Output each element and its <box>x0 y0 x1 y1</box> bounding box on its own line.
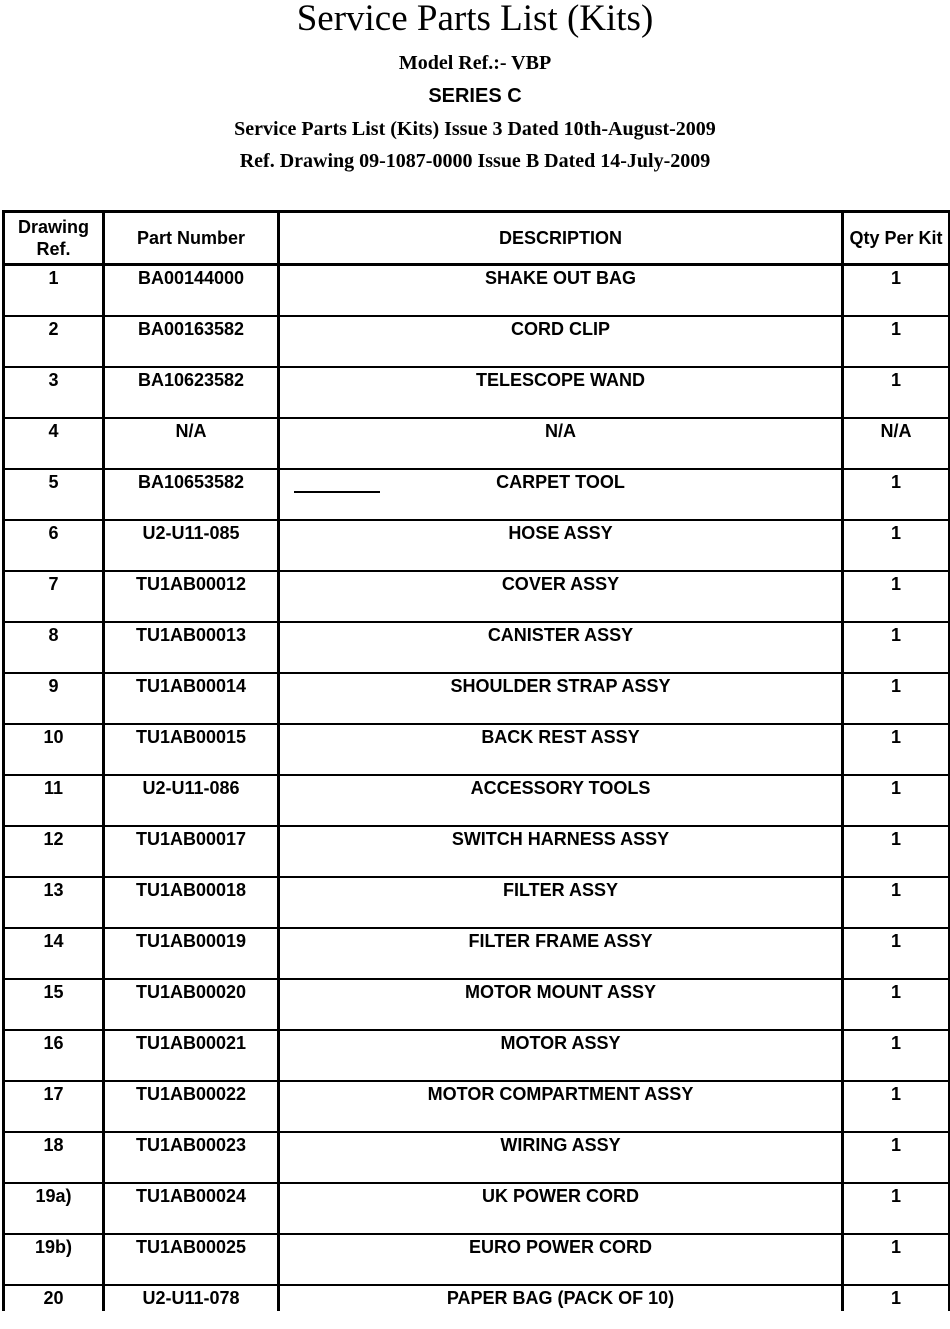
cell-drawing-ref: 7 <box>4 571 104 597</box>
table-header-row <box>4 212 950 265</box>
blank-cell <box>843 1056 950 1081</box>
cell-qty: 1 <box>843 1183 950 1209</box>
cell-qty: 1 <box>843 1234 950 1260</box>
table-spacer-row <box>4 750 950 775</box>
cell-description: FILTER ASSY <box>279 877 843 903</box>
table-row <box>4 520 950 546</box>
cell-description: UK POWER CORD <box>279 1183 843 1209</box>
cell-part-number: TU1AB00017 <box>104 826 279 852</box>
table-spacer-row <box>4 495 950 520</box>
blank-cell <box>104 291 279 316</box>
table-spacer-row <box>4 342 950 367</box>
blank-cell <box>279 291 843 316</box>
blank-cell <box>104 1209 279 1234</box>
cell-part-number: TU1AB00015 <box>104 724 279 750</box>
blank-cell <box>104 1005 279 1030</box>
blank-cell <box>4 546 104 571</box>
blank-cell <box>843 699 950 724</box>
table-row <box>4 418 950 444</box>
cell-drawing-ref: 8 <box>4 622 104 648</box>
blank-cell <box>104 495 279 520</box>
cell-description: MOTOR COMPARTMENT ASSY <box>279 1081 843 1107</box>
blank-cell <box>4 1056 104 1081</box>
blank-cell <box>843 852 950 877</box>
cell-description: COVER ASSY <box>279 571 843 597</box>
table-row <box>4 367 950 393</box>
table-spacer-row <box>4 903 950 928</box>
blank-cell <box>279 393 843 418</box>
blank-cell <box>279 699 843 724</box>
blank-cell <box>104 648 279 673</box>
blank-cell <box>279 648 843 673</box>
table-row <box>4 622 950 648</box>
blank-cell <box>279 495 843 520</box>
blank-cell <box>843 1260 950 1285</box>
cell-drawing-ref: 2 <box>4 316 104 342</box>
issue-line: Service Parts List (Kits) Issue 3 Dated 10th-August-2009 <box>234 118 716 140</box>
blank-cell <box>279 1005 843 1030</box>
cell-drawing-ref: 19a) <box>4 1183 104 1209</box>
blank-cell <box>4 1005 104 1030</box>
blank-cell <box>279 1056 843 1081</box>
blank-cell <box>104 1158 279 1183</box>
blank-cell <box>4 1107 104 1132</box>
table-row <box>4 877 950 903</box>
blank-cell <box>279 1209 843 1234</box>
table-row <box>4 571 950 597</box>
cell-qty: 1 <box>843 316 950 342</box>
table-spacer-row <box>4 954 950 979</box>
table-spacer-row <box>4 393 950 418</box>
blank-cell <box>843 546 950 571</box>
cell-description: CANISTER ASSY <box>279 622 843 648</box>
cell-description: MOTOR MOUNT ASSY <box>279 979 843 1005</box>
document-title: Service Parts List (Kits) <box>296 0 654 39</box>
cell-qty: 1 <box>843 928 950 954</box>
blank-cell <box>4 1158 104 1183</box>
blank-cell <box>843 801 950 826</box>
blank-cell <box>843 495 950 520</box>
table-row <box>4 724 950 750</box>
cell-drawing-ref: 11 <box>4 775 104 801</box>
blank-cell <box>4 852 104 877</box>
table-row <box>4 469 950 495</box>
cell-part-number: TU1AB00018 <box>104 877 279 903</box>
cell-part-number: BA00163582 <box>104 316 279 342</box>
cell-description: SHAKE OUT BAG <box>279 265 843 291</box>
cell-qty: 1 <box>843 367 950 393</box>
cell-drawing-ref: 13 <box>4 877 104 903</box>
blank-cell <box>843 1107 950 1132</box>
cell-part-number: BA10623582 <box>104 367 279 393</box>
blank-cell <box>4 1260 104 1285</box>
cell-qty: 1 <box>843 775 950 801</box>
blank-cell <box>279 444 843 469</box>
cell-part-number: U2-U11-078 <box>104 1285 279 1311</box>
cell-drawing-ref: 17 <box>4 1081 104 1107</box>
blank-cell <box>279 1260 843 1285</box>
cell-drawing-ref: 5 <box>4 469 104 495</box>
cell-part-number: TU1AB00021 <box>104 1030 279 1056</box>
column-header-part-number: Part Number <box>104 212 279 265</box>
table-spacer-row <box>4 1260 950 1285</box>
blank-cell <box>843 954 950 979</box>
cell-qty: 1 <box>843 265 950 291</box>
blank-cell <box>4 597 104 622</box>
cell-part-number: U2-U11-085 <box>104 520 279 546</box>
blank-cell <box>279 801 843 826</box>
cell-part-number: N/A <box>104 418 279 444</box>
blank-cell <box>279 852 843 877</box>
blank-cell <box>843 1005 950 1030</box>
table-spacer-row <box>4 597 950 622</box>
blank-cell <box>4 954 104 979</box>
table-spacer-row <box>4 801 950 826</box>
blank-cell <box>4 699 104 724</box>
table-row <box>4 1030 950 1056</box>
cell-description: WIRING ASSY <box>279 1132 843 1158</box>
cell-drawing-ref: 15 <box>4 979 104 1005</box>
table-spacer-row <box>4 699 950 724</box>
parts-table <box>2 210 950 1311</box>
blank-cell <box>279 954 843 979</box>
blank-cell <box>104 852 279 877</box>
cell-drawing-ref: 3 <box>4 367 104 393</box>
cell-description: EURO POWER CORD <box>279 1234 843 1260</box>
table-spacer-row <box>4 648 950 673</box>
cell-drawing-ref: 9 <box>4 673 104 699</box>
blank-cell <box>843 291 950 316</box>
cell-part-number: TU1AB00013 <box>104 622 279 648</box>
blank-cell <box>4 903 104 928</box>
blank-cell <box>279 750 843 775</box>
drawing-reference: Ref. Drawing 09-1087-0000 Issue B Dated 14-July-2009 <box>239 150 711 172</box>
blank-cell <box>104 954 279 979</box>
cell-description: CARPET TOOL <box>279 469 843 495</box>
cell-drawing-ref: 4 <box>4 418 104 444</box>
table-row <box>4 775 950 801</box>
blank-cell <box>104 1260 279 1285</box>
cell-qty: 1 <box>843 469 950 495</box>
cell-qty: 1 <box>843 1285 950 1311</box>
cell-part-number: TU1AB00014 <box>104 673 279 699</box>
blank-cell <box>104 801 279 826</box>
table-row <box>4 265 950 291</box>
blank-cell <box>279 1107 843 1132</box>
blank-cell <box>104 903 279 928</box>
cell-part-number: BA00144000 <box>104 265 279 291</box>
table-spacer-row <box>4 291 950 316</box>
cell-qty: 1 <box>843 877 950 903</box>
blank-cell <box>843 1209 950 1234</box>
blank-cell <box>843 1158 950 1183</box>
cell-qty: 1 <box>843 979 950 1005</box>
parts-table-body <box>4 265 950 1311</box>
cell-drawing-ref: 14 <box>4 928 104 954</box>
table-row <box>4 316 950 342</box>
blank-cell <box>843 750 950 775</box>
model-reference: Model Ref.:- VBP <box>398 52 552 74</box>
table-row <box>4 928 950 954</box>
table-row <box>4 1183 950 1209</box>
underline-mark <box>294 491 380 493</box>
blank-cell <box>104 342 279 367</box>
cell-part-number: TU1AB00022 <box>104 1081 279 1107</box>
cell-description: CORD CLIP <box>279 316 843 342</box>
cell-qty: 1 <box>843 571 950 597</box>
table-spacer-row <box>4 1005 950 1030</box>
blank-cell <box>104 393 279 418</box>
table-spacer-row <box>4 444 950 469</box>
cell-part-number: TU1AB00024 <box>104 1183 279 1209</box>
column-header-qty: Qty Per Kit <box>843 212 950 265</box>
cell-drawing-ref: 16 <box>4 1030 104 1056</box>
cell-qty: 1 <box>843 1030 950 1056</box>
blank-cell <box>279 597 843 622</box>
cell-part-number: U2-U11-086 <box>104 775 279 801</box>
cell-qty: 1 <box>843 622 950 648</box>
cell-drawing-ref: 1 <box>4 265 104 291</box>
cell-drawing-ref: 19b) <box>4 1234 104 1260</box>
blank-cell <box>4 291 104 316</box>
blank-cell <box>279 1158 843 1183</box>
blank-cell <box>4 801 104 826</box>
blank-cell <box>843 648 950 673</box>
cell-part-number: BA10653582 <box>104 469 279 495</box>
blank-cell <box>4 444 104 469</box>
table-spacer-row <box>4 1158 950 1183</box>
table-row <box>4 1234 950 1260</box>
blank-cell <box>843 393 950 418</box>
cell-qty: 1 <box>843 520 950 546</box>
table-row <box>4 1285 950 1311</box>
table-spacer-row <box>4 1107 950 1132</box>
cell-description: BACK REST ASSY <box>279 724 843 750</box>
cell-part-number: TU1AB00020 <box>104 979 279 1005</box>
table-spacer-row <box>4 1209 950 1234</box>
cell-description: FILTER FRAME ASSY <box>279 928 843 954</box>
blank-cell <box>104 546 279 571</box>
table-spacer-row <box>4 1056 950 1081</box>
cell-drawing-ref: 12 <box>4 826 104 852</box>
blank-cell <box>843 342 950 367</box>
cell-qty: 1 <box>843 724 950 750</box>
cell-description: MOTOR ASSY <box>279 1030 843 1056</box>
cell-qty: 1 <box>843 826 950 852</box>
blank-cell <box>843 444 950 469</box>
blank-cell <box>279 342 843 367</box>
blank-cell <box>104 750 279 775</box>
table-row <box>4 1081 950 1107</box>
cell-description: SWITCH HARNESS ASSY <box>279 826 843 852</box>
blank-cell <box>4 1209 104 1234</box>
cell-qty: 1 <box>843 1132 950 1158</box>
document-header <box>0 0 950 173</box>
table-row <box>4 673 950 699</box>
column-header-drawing-ref: Drawing Ref. <box>4 212 104 265</box>
cell-part-number: TU1AB00012 <box>104 571 279 597</box>
blank-cell <box>4 342 104 367</box>
cell-qty: 1 <box>843 673 950 699</box>
column-header-description: DESCRIPTION <box>279 212 843 265</box>
blank-cell <box>4 750 104 775</box>
cell-description: SHOULDER STRAP ASSY <box>279 673 843 699</box>
cell-part-number: TU1AB00023 <box>104 1132 279 1158</box>
blank-cell <box>279 903 843 928</box>
cell-drawing-ref: 18 <box>4 1132 104 1158</box>
cell-part-number: TU1AB00019 <box>104 928 279 954</box>
blank-cell <box>279 546 843 571</box>
table-spacer-row <box>4 546 950 571</box>
blank-cell <box>104 699 279 724</box>
table-spacer-row <box>4 852 950 877</box>
cell-qty: N/A <box>843 418 950 444</box>
table-row <box>4 979 950 1005</box>
cell-description: N/A <box>279 418 843 444</box>
cell-drawing-ref: 6 <box>4 520 104 546</box>
series-label: SERIES C <box>428 85 522 107</box>
cell-description: TELESCOPE WAND <box>279 367 843 393</box>
blank-cell <box>4 648 104 673</box>
blank-cell <box>4 393 104 418</box>
table-row <box>4 1132 950 1158</box>
blank-cell <box>843 903 950 928</box>
blank-cell <box>4 495 104 520</box>
cell-drawing-ref: 20 <box>4 1285 104 1311</box>
blank-cell <box>104 597 279 622</box>
cell-description: ACCESSORY TOOLS <box>279 775 843 801</box>
cell-description: PAPER BAG (PACK OF 10) <box>279 1285 843 1311</box>
blank-cell <box>104 1107 279 1132</box>
cell-drawing-ref: 10 <box>4 724 104 750</box>
cell-description: HOSE ASSY <box>279 520 843 546</box>
blank-cell <box>843 597 950 622</box>
cell-part-number: TU1AB00025 <box>104 1234 279 1260</box>
blank-cell <box>104 444 279 469</box>
table-row <box>4 826 950 852</box>
cell-qty: 1 <box>843 1081 950 1107</box>
blank-cell <box>104 1056 279 1081</box>
